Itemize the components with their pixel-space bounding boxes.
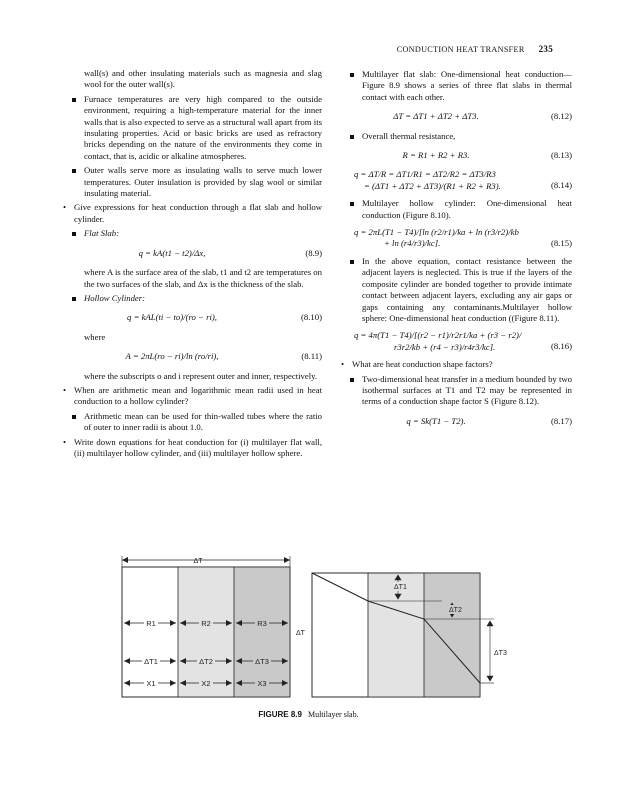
dt2-label: ΔT2 — [199, 657, 213, 666]
r3-label: R3 — [257, 619, 267, 628]
equation-8-16: q = 4π(T1 − T4)/[(r2 − r1)/r2r1/ka + (r3 − r2)/ r3r2/kb + (r4 − r3)/r4r3/kc]. (8.16) — [354, 330, 572, 352]
dt3-profile-label: ΔT3 — [494, 650, 507, 657]
question: • When are arithmetic mean and logarithmic mean radii used in heat conduction to a hollow cylinder? — [62, 385, 322, 408]
equation-8-17: q = Sk(T1 − T2). (8.17) — [406, 415, 572, 426]
list-item: Overall thermal resistance, — [340, 131, 572, 142]
paragraph: where A is the surface area of the slab, t1 and t2 are temperatures on the two surfaces of the slab, and Δx is the thickness of the slab. — [84, 267, 322, 289]
slab-layer-3 — [234, 567, 290, 697]
list-item: Two-dimensional heat transfer in a medium bounded by two isothermal surfaces at T1 and T2 may be represented in terms of a conduction shape factor S (Figure 8.12). — [340, 374, 572, 408]
list-item: Arithmetic mean can be used for thin-walled tubes where the ratio of outer to inner radii is about 1.0. — [62, 411, 322, 434]
left-column — [62, 66, 322, 462]
dt1-profile-label: ΔT1 — [394, 584, 407, 591]
right-column — [340, 66, 572, 435]
paragraph: where the subscripts o and i represent outer and inner, respectively. — [84, 370, 318, 381]
question: • Write down equations for heat conduction for (i) multilayer flat wall, (ii) multilayer hollow cylinder, and (iii) multilayer hollow sphere. — [62, 437, 322, 460]
dt1-label: ΔT1 — [144, 657, 158, 666]
running-title: CONDUCTION HEAT TRANSFER — [396, 45, 525, 54]
equation-8-12: ΔT = ΔT1 + ΔT2 + ΔT3. (8.12) — [393, 111, 572, 122]
r2-label: R2 — [201, 619, 211, 628]
question: • Give expressions for heat conduction through a flat slab and hollow cylinder. — [62, 202, 322, 225]
dt3-label: ΔT3 — [255, 657, 269, 666]
x1-label: X1 — [146, 679, 156, 688]
question: • What are heat conduction shape factors? — [340, 359, 572, 370]
list-item: Multilayer hollow cylinder: One-dimensional heat conduction (Figure 8.10). — [340, 198, 572, 221]
list-item: Multilayer flat slab: One-dimensional heat conduction—Figure 8.9 shows a series of three flat slabs in thermal contact with each other. — [340, 69, 572, 103]
list-item: Furnace temperatures are very high compared to the outside environment, requiring a high-temperature material for the inner walls that is also expected to serve as a structural wall apart from its insulating properties. Acid or basic bricks are used as refractory bricks depending on the nature of the environments they come in contact, that is, acidic or alkaline atmospheres. — [62, 94, 322, 162]
list-item: Outer walls serve more as insulating walls to serve much lower temperatures. Outer insulation is provided by slag wool or similar insulating material. — [62, 165, 322, 199]
figure-caption — [0, 710, 617, 719]
figure-8-9 — [112, 555, 532, 705]
equation-8-14: q = ΔT/R = ΔT1/R1 = ΔT2/R2 = ΔT3/R3 = (ΔT1 + ΔT2 + ΔT3)/(R1 + R2 + R3). (8.14) — [354, 169, 572, 191]
equation-8-11: A = 2πL(ro − ri)/ln (ro/ri), (8.11) — [125, 351, 322, 362]
equation-8-13: R = R1 + R2 + R3. (8.13) — [402, 150, 572, 161]
figure-label: FIGURE 8.9 — [258, 710, 302, 719]
caption-text: Multilayer slab. — [307, 710, 359, 719]
delta-t-label-right: ΔT — [296, 630, 305, 637]
equation-8-9: q = kA(t1 − t2)/Δx, (8.9) — [138, 247, 322, 258]
dt2-profile-label: ΔT2 — [449, 607, 462, 614]
running-header — [397, 44, 553, 54]
slab-layer-2 — [178, 567, 234, 697]
page-number: 235 — [538, 44, 553, 54]
x2-label: X2 — [201, 679, 211, 688]
subheading: Hollow Cylinder: — [62, 293, 322, 304]
x3-label: X3 — [257, 679, 267, 688]
equation-8-15: q = 2πL(T1 − T4)/[ln (r2/r1)/ka + ln (r3/r2)/kb + ln (r4/r3)/kc]. (8.15) — [354, 227, 572, 249]
list-item: In the above equation, contact resistance between the adjacent layers is neglected. This is true if the layers of the composite cylinder are bonded together to provide intimate contact between adjacent layers, excluding any air gaps or gaps containing any contaminants.Multilayer hollow sphere: One-dimensional heat conduction ((Figure 8.11). — [340, 256, 572, 324]
delta-t-label: ΔT — [193, 558, 203, 565]
paragraph: wall(s) and other insulating materials such as magnesia and slag wool for the outer wall(s). — [84, 68, 322, 90]
paragraph: where — [84, 331, 106, 342]
equation-8-10: q = kAL(ti − to)/(ro − ri), (8.10) — [127, 312, 322, 323]
r1-label: R1 — [146, 619, 156, 628]
subheading: Flat Slab: — [62, 228, 322, 239]
